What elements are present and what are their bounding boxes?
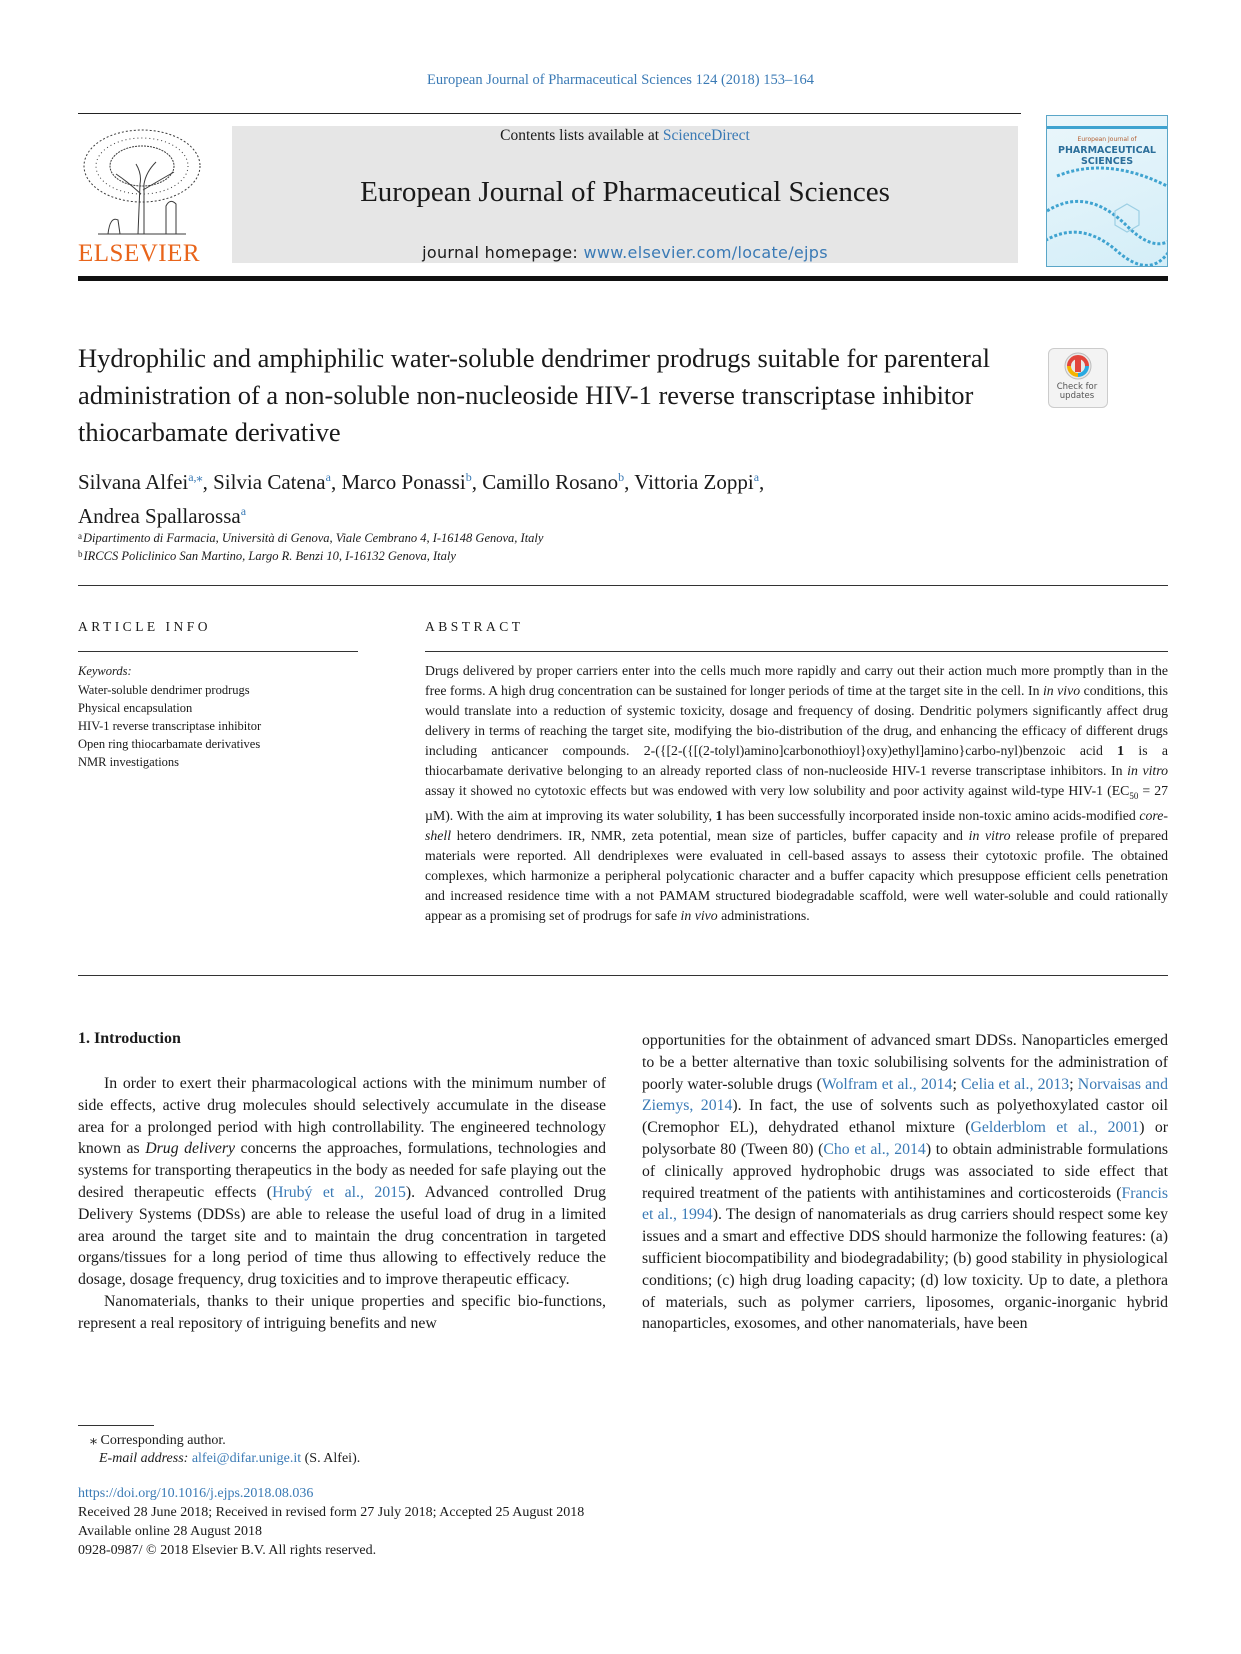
body-column-left: [78, 1073, 606, 1335]
author-affiliation-mark[interactable]: a: [240, 504, 247, 518]
header-thick-rule: [78, 276, 1168, 281]
citation-link[interactable]: Cho et al., 2014: [823, 1140, 926, 1158]
author-name[interactable]: Silvana Alfei: [78, 470, 189, 494]
divider: [425, 651, 1168, 652]
author-affiliation-mark[interactable]: a: [753, 470, 760, 484]
author-name[interactable]: Vittoria Zoppi: [634, 470, 754, 494]
citation-link[interactable]: Norvaisas and Ziemys, 2014: [642, 1075, 1168, 1115]
divider: [78, 975, 1168, 976]
author-separator: ,: [202, 470, 214, 494]
homepage-link[interactable]: www.elsevier.com/locate/ejps: [583, 243, 828, 262]
section-heading: 1. Introduction: [78, 1030, 181, 1047]
citation-link[interactable]: Celia et al., 2013: [961, 1075, 1070, 1093]
online-date: Available online 28 August 2018: [78, 1524, 263, 1539]
contents-line: Contents lists available at ScienceDirect: [500, 127, 750, 144]
crossmark-label: Check for updates: [1056, 382, 1098, 401]
keywords-label: Keywords:: [78, 664, 132, 678]
corresponding-author-note: ⁎ Corresponding author.: [90, 1433, 226, 1448]
cover-title-2: SCIENCES: [1080, 156, 1134, 167]
author-affiliation-mark[interactable]: b: [618, 470, 625, 484]
divider: [78, 651, 358, 652]
journal-name: European Journal of Pharmaceutical Sciences: [360, 176, 890, 208]
email-link[interactable]: alfei@difar.unige.it: [191, 1451, 302, 1466]
author-affiliation-mark[interactable]: a: [325, 470, 331, 484]
keyword-item: HIV-1 reverse transcriptase inhibitor: [78, 719, 262, 733]
journal-cover-image[interactable]: [1046, 115, 1168, 267]
journal-citation[interactable]: European Journal of Pharmaceutical Sciences 124 (2018) 153–164: [427, 72, 814, 88]
author-affiliation-mark[interactable]: b: [465, 470, 472, 484]
keyword-item: Open ring thiocarbamate derivatives: [78, 737, 261, 751]
divider: [78, 585, 1168, 586]
author-affiliation-mark[interactable]: a,⁎: [188, 470, 203, 484]
doi-link[interactable]: https://doi.org/10.1016/j.ejps.2018.08.036: [78, 1486, 314, 1501]
affiliation-b: $^b$IRCCS Policlinico San Martino, Largo R. Benzi 10, I-16132 Genova, Italy: [78, 549, 456, 563]
author-name[interactable]: Marco Ponassi: [341, 470, 466, 494]
keywords-list: [78, 681, 261, 771]
paragraph: Nanomaterials, thanks to their unique properties and specific bio-functions, represent a real repository of intriguing benefits and new: [78, 1292, 606, 1332]
author-separator: ,: [471, 470, 483, 494]
keyword-item: Water-soluble dendrimer prodrugs: [78, 683, 250, 697]
sciencedirect-link[interactable]: ScienceDirect: [662, 127, 750, 144]
author-separator: ,: [624, 470, 635, 494]
author-separator: ,: [759, 470, 765, 494]
footnote-rule: [78, 1425, 154, 1426]
article-title: Hydrophilic and amphiphilic water-soluble dendrimer prodrugs suitable for parenteral administration of a non-soluble non-nucleoside HIV-1 reverse transcriptase inhibitor thiocarbamate derivative: [78, 343, 990, 447]
body-column-right: [642, 1030, 1168, 1335]
keyword-item: NMR investigations: [78, 755, 180, 769]
cover-subtitle: European Journal of: [1077, 136, 1137, 143]
citation-link[interactable]: Hrubý et al., 2015: [272, 1183, 406, 1201]
author-name[interactable]: Andrea Spallarossa: [78, 504, 241, 528]
affiliation-a: $^a$Dipartimento di Farmacia, Università di Genova, Viale Cembrano 4, I-16148 Genova, Italy: [78, 531, 544, 545]
email-note: E-mail address: alfei@difar.unige.it (S. Alfei).: [99, 1451, 361, 1466]
abstract-text: Drugs delivered by proper carriers enter into the cells much more rapidly and carry out their action much more promptly than in the free forms. A high drug concentration can be sustained for longer periods of time at the target site in the cell. In in vivo conditions, this would translate into a reduction of systemic toxicity, dosage and frequency of dosing. Dendritic polymers significantly affect drug delivery in terms of reaching the target site, modifying the bio-distribution of the drug, and enhancing the efficacy of different drugs including anticancer compounds. 2-({[2-({[(2-tolyl)amino]carbonothioyl}oxy)ethyl]amino}carbo-nyl)benzoic acid 1 is a thiocarbamate derivative belonging to an already reported class of non-nucleoside HIV-1 reverse transcriptase inhibitors. In in vitro assay it showed no cytotoxic effects but was endowed with very low solubility and poor activity against wild-type HIV-1 ($EC_{50} = 27$ µM). With the aim at improving its water solubility, 1 has been successfully incorporated inside non-toxic amino acids-modified core-shell hetero dendrimers. IR, NMR, zeta potential, mean size of particles, buffer capacity and in vitro release profile of prepared materials were reported. All dendriplexes were evaluated in cell-based assays to assess their cytotoxic profile. The obtained complexes, which harmonize a peripheral polycationic character and a buffer capacity which presuppose efficient cells penetration and increased residence time with a not PAMAM structured biodegradable scaffold, were well water-soluble and could rationally appear as a promising set of prodrugs for safe in vivo administrations.: [425, 663, 1168, 924]
received-dates: Received 28 June 2018; Received in revised form 27 July 2018; Accepted 25 August 2018: [78, 1505, 585, 1520]
abstract-heading: ABSTRACT: [425, 619, 524, 634]
paragraph: opportunities for the obtainment of advanced smart DDSs. Nanoparticles emerged to be a better alternative than toxic solubilising solvents for the administration of poorly water-soluble drugs (Wolfram et al., 2014; Celia et al., 2013; Norvaisas and Ziemys, 2014). In fact, the use of solvents such as polyethoxylated castor oil (Cremophor EL), dehydrated ethanol mixture (Gelderblom et al., 2001) or polysorbate 80 (Tween 80) (Cho et al., 2014) to obtain administrable formulations of clinically approved hydrophobic drugs was associated to side effect that required treatment of the patients with antihistamines and corticosteroids (Francis et al., 1994). The design of nanomaterials as drug carriers should respect some key issues and a smart and effective DDS should harmonize the following features: (a) sufficient biocompatibility and biodegradability; (b) good stability in physiological conditions; (c) high drug loading capacity; (d) low toxicity. Up to date, a plethora of materials, such as polymer carriers, liposomes, organic-inorganic hybrid nanoparticles, exosomes, and other nanomaterials, have been: [642, 1032, 1169, 1333]
author-name[interactable]: Silvia Catena: [213, 470, 326, 494]
author-name[interactable]: Camillo Rosano: [482, 470, 619, 494]
citation-link[interactable]: Gelderblom et al., 2001: [970, 1119, 1140, 1137]
article-info-heading: ARTICLE INFO: [78, 619, 212, 634]
elsevier-wordmark: ELSEVIER: [78, 240, 201, 267]
citation-link[interactable]: Wolfram et al., 2014: [821, 1075, 953, 1093]
keyword-item: Physical encapsulation: [78, 701, 193, 715]
header-rule: [78, 113, 1021, 114]
author-list: [78, 463, 1078, 531]
copyright: 0928-0987/ © 2018 Elsevier B.V. All rights reserved.: [78, 1543, 377, 1558]
citation-link[interactable]: Francis et al., 1994: [642, 1184, 1168, 1224]
homepage-line: journal homepage: www.elsevier.com/locate/ejps: [422, 243, 828, 262]
cover-title-1: PHARMACEUTICAL: [1058, 145, 1156, 156]
author-separator: ,: [330, 470, 342, 494]
paragraph: In order to exert their pharmacological actions with the minimum number of side effects, active drug molecules should selectively accumulate in the disease area for a prolonged period with high controllability. The engineered technology known as Drug delivery concerns the approaches, formulations, technologies and systems for transporting therapeutics in the body as needed for safe playing out the desired therapeutic effects (Hrubý et al., 2015). Advanced controlled Drug Delivery Systems (DDSs) are able to release the useful load of drug in a limited area around the target site and to maintain the drug concentration in targeted organs/tissues for a long period of time thus allowing to effectively reduce the dosage, dosage frequency, drug toxicities and to improve therapeutic efficacy.: [78, 1075, 607, 1289]
